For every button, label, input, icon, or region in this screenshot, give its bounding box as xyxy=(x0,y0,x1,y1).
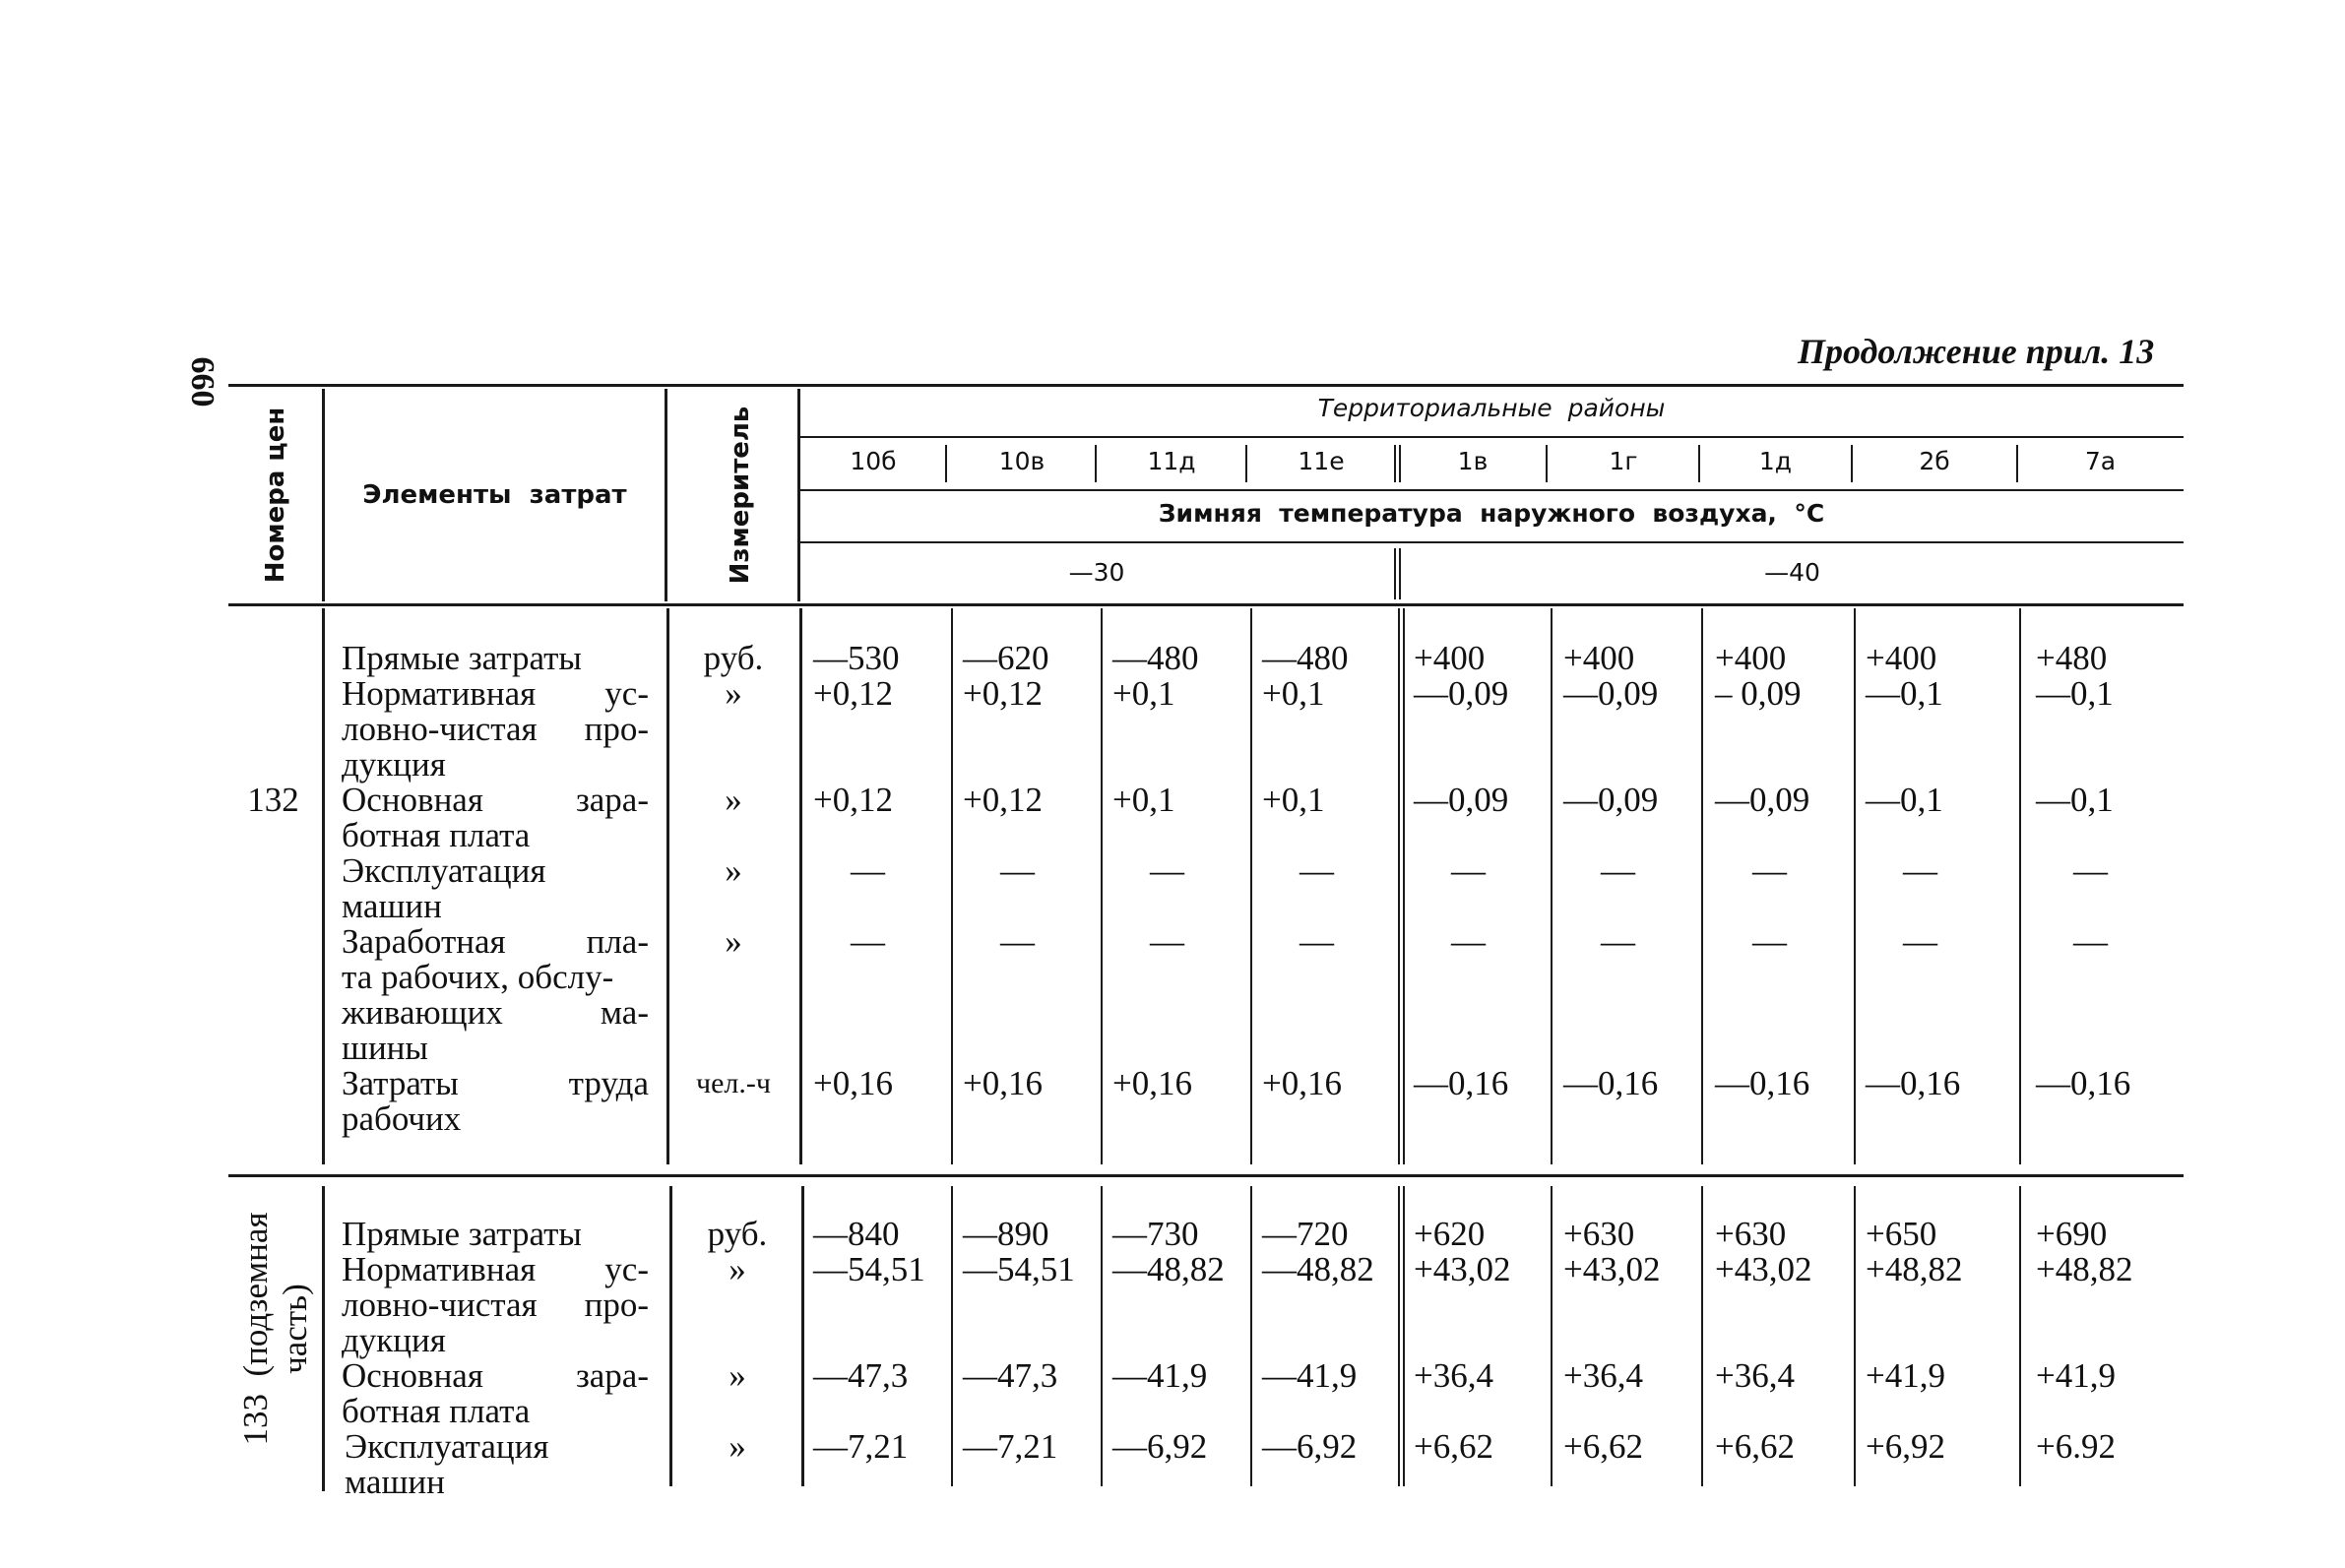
value-cell: —0,16 xyxy=(1563,1064,1659,1102)
price-number-132: 132 xyxy=(247,781,299,819)
vline-col xyxy=(1854,608,1856,1164)
vline-col xyxy=(951,608,953,1164)
element-word: зара- xyxy=(575,781,649,819)
value-cell: —48,82 xyxy=(1262,1250,1374,1288)
element-word: ус- xyxy=(604,674,649,713)
value-cell: +0,1 xyxy=(1112,674,1175,713)
value-cell: —480 xyxy=(1262,639,1349,677)
value-cell: +650 xyxy=(1866,1215,1937,1253)
value-cell: —620 xyxy=(963,639,1049,677)
value-cell: —54,51 xyxy=(963,1250,1075,1288)
page-number: 660 xyxy=(184,356,221,408)
vline-col-double xyxy=(1403,608,1405,1164)
element-line xyxy=(342,1287,649,1323)
value-cell: +620 xyxy=(1414,1215,1486,1253)
element-line xyxy=(342,783,649,818)
unit-cell: » xyxy=(725,781,742,819)
element-line: шины xyxy=(342,1029,428,1067)
value-cell: — xyxy=(1752,922,1787,961)
vline-col-double xyxy=(1403,1186,1405,1486)
vline-col xyxy=(1551,608,1553,1164)
element-line: ботная плата xyxy=(342,816,531,854)
value-cell: — xyxy=(1601,851,1635,890)
element-word: Нормативная xyxy=(342,1250,537,1288)
element-word: Основная xyxy=(342,1356,483,1395)
value-cell: +36,4 xyxy=(1715,1356,1795,1395)
value-cell: +0,1 xyxy=(1112,781,1175,819)
element-word: ма- xyxy=(600,993,649,1032)
element-word: зара- xyxy=(575,1356,649,1395)
value-cell: —0,09 xyxy=(1563,674,1659,713)
element-line xyxy=(342,1066,649,1101)
vline-temp-double xyxy=(1394,548,1396,599)
price-number-133 xyxy=(236,1191,315,1467)
value-cell: — xyxy=(1451,851,1486,890)
value-cell: —0,16 xyxy=(1715,1064,1810,1102)
element-line xyxy=(342,712,649,747)
vline-data-left xyxy=(799,608,802,1164)
value-cell: — xyxy=(1299,922,1334,961)
value-cell: — xyxy=(1903,922,1937,961)
value-cell: +0,16 xyxy=(1112,1064,1192,1102)
value-cell: —0,09 xyxy=(1715,781,1810,819)
value-cell: +630 xyxy=(1563,1215,1635,1253)
header-rule-1 xyxy=(799,436,2184,438)
value-cell: — xyxy=(1451,922,1486,961)
unit-cell: руб. xyxy=(707,1215,768,1253)
unit-cell: » xyxy=(729,1427,746,1466)
value-cell: —47,3 xyxy=(813,1356,909,1395)
price-number-133-line1: 133 (подземная xyxy=(236,1212,275,1446)
value-cell: +43,02 xyxy=(1414,1250,1511,1288)
value-cell: —7,21 xyxy=(813,1427,909,1466)
district-header: 11д xyxy=(1147,447,1196,475)
element-word: живающих xyxy=(342,993,503,1032)
value-cell: —840 xyxy=(813,1215,900,1253)
value-cell: —47,3 xyxy=(963,1356,1058,1395)
value-cell: —0,1 xyxy=(1866,674,1943,713)
value-cell: +6.92 xyxy=(2036,1427,2116,1466)
value-cell: —0,1 xyxy=(2036,781,2114,819)
vline-col xyxy=(2019,1186,2021,1486)
value-cell: +690 xyxy=(2036,1215,2108,1253)
element-word: ловно-чистая xyxy=(342,1286,538,1324)
element-line: машин xyxy=(342,887,442,925)
element-word: Нормативная xyxy=(342,674,537,713)
vline-elements-left xyxy=(322,1186,325,1491)
district-header: 10б xyxy=(850,447,897,475)
value-cell: +400 xyxy=(1414,639,1486,677)
value-cell: +0,12 xyxy=(963,674,1043,713)
value-cell: +41,9 xyxy=(1866,1356,1945,1395)
vline-elements-left xyxy=(322,608,325,1164)
element-word: Затраты xyxy=(342,1064,459,1102)
value-cell: +0,12 xyxy=(813,781,893,819)
header-rule-3 xyxy=(799,541,2184,543)
vline-col xyxy=(1101,1186,1103,1486)
value-cell: +6,92 xyxy=(1866,1427,1945,1466)
value-cell: —0,09 xyxy=(1414,781,1509,819)
unit-cell: » xyxy=(725,922,742,961)
element-line xyxy=(342,676,649,712)
element-line: Эксплуатация xyxy=(345,1427,549,1466)
value-cell: +48,82 xyxy=(1866,1250,1963,1288)
value-cell: —730 xyxy=(1112,1215,1199,1253)
value-cell: +630 xyxy=(1715,1215,1787,1253)
vline-col xyxy=(1701,608,1703,1164)
vline-col xyxy=(2019,608,2021,1164)
element-line xyxy=(342,1252,649,1287)
unit-cell: » xyxy=(729,1356,746,1395)
header-number-column: Номера цен xyxy=(261,407,290,584)
district-header: 1в xyxy=(1457,447,1489,475)
value-cell: +0,1 xyxy=(1262,674,1325,713)
value-cell: —0,1 xyxy=(2036,674,2114,713)
value-cell: — xyxy=(1150,851,1184,890)
district-header: 1д xyxy=(1758,447,1793,475)
price-number-133-line2: часть) xyxy=(276,1284,314,1374)
value-cell: +43,02 xyxy=(1563,1250,1661,1288)
header-temperature: Зимняя температура наружного воздуха, °С xyxy=(1158,499,1825,528)
vline-col xyxy=(1101,608,1103,1164)
temp-group-40: —40 xyxy=(1764,558,1820,587)
element-line: дукция xyxy=(342,1321,446,1359)
value-cell: +0,12 xyxy=(813,674,893,713)
element-word: про- xyxy=(584,710,649,748)
element-word: ус- xyxy=(604,1250,649,1288)
table-top-rule xyxy=(228,384,2184,387)
vline-unit-left xyxy=(669,1186,672,1486)
block-separator-rule xyxy=(228,1174,2184,1177)
temp-group-30: —30 xyxy=(1068,558,1125,587)
value-cell: +400 xyxy=(1563,639,1635,677)
element-line: машин xyxy=(345,1463,445,1501)
vline-col xyxy=(1250,608,1252,1164)
value-cell: —6,92 xyxy=(1262,1427,1358,1466)
unit-cell: чел.-ч xyxy=(696,1067,771,1099)
value-cell: —0,1 xyxy=(1866,781,1943,819)
vline-col-double xyxy=(1398,1186,1400,1486)
value-cell: – 0,09 xyxy=(1715,674,1802,713)
value-cell: — xyxy=(1000,922,1035,961)
unit-cell: » xyxy=(729,1250,746,1288)
value-cell: +48,82 xyxy=(2036,1250,2133,1288)
element-line: Прямые затраты xyxy=(342,639,582,677)
element-line: Прямые затраты xyxy=(342,1215,582,1253)
district-header: 7а xyxy=(2084,447,2117,475)
value-cell: —0,09 xyxy=(1414,674,1509,713)
unit-cell: » xyxy=(725,674,742,713)
district-header: 1г xyxy=(1609,447,1638,475)
value-cell: — xyxy=(1752,851,1787,890)
value-cell: +43,02 xyxy=(1715,1250,1812,1288)
header-bottom-rule xyxy=(228,603,2184,606)
value-cell: +400 xyxy=(1715,639,1787,677)
value-cell: +0,1 xyxy=(1262,781,1325,819)
value-cell: —0,09 xyxy=(1563,781,1659,819)
value-cell: +6,62 xyxy=(1715,1427,1795,1466)
value-cell: — xyxy=(851,851,885,890)
element-line: ботная плата xyxy=(342,1392,531,1430)
element-line: рабочих xyxy=(342,1099,462,1138)
value-cell: — xyxy=(1903,851,1937,890)
element-word: труда xyxy=(568,1064,649,1102)
vline-data-left xyxy=(801,1186,804,1486)
value-cell: +400 xyxy=(1866,639,1937,677)
vline-col xyxy=(1250,1186,1252,1486)
element-word: Основная xyxy=(342,781,483,819)
vline-col xyxy=(1854,1186,1856,1486)
value-cell: —0,16 xyxy=(1866,1064,1961,1102)
element-line xyxy=(342,995,649,1031)
value-cell: —41,9 xyxy=(1112,1356,1208,1395)
value-cell: +41,9 xyxy=(2036,1356,2116,1395)
value-cell: —48,82 xyxy=(1112,1250,1225,1288)
value-cell: —890 xyxy=(963,1215,1049,1253)
value-cell: +6,62 xyxy=(1414,1427,1493,1466)
value-cell: —7,21 xyxy=(963,1427,1058,1466)
value-cell: —0,16 xyxy=(1414,1064,1509,1102)
header-rule-2 xyxy=(799,489,2184,491)
value-cell: +36,4 xyxy=(1563,1356,1643,1395)
value-cell: +6,62 xyxy=(1563,1427,1643,1466)
vline-col xyxy=(951,1186,953,1486)
value-cell: — xyxy=(2073,922,2108,961)
value-cell: —480 xyxy=(1112,639,1199,677)
value-cell: — xyxy=(1601,922,1635,961)
value-cell: +480 xyxy=(2036,639,2108,677)
district-header: 2б xyxy=(1919,447,1950,475)
element-line xyxy=(342,1358,649,1394)
value-cell: +0,16 xyxy=(813,1064,893,1102)
value-cell: —720 xyxy=(1262,1215,1349,1253)
continuation-heading: Продолжение прил. 13 xyxy=(1798,332,2155,371)
vline-col-double xyxy=(1398,608,1400,1164)
vline-col xyxy=(1701,1186,1703,1486)
header-elements-column: Элементы затрат xyxy=(362,480,627,510)
header-territorial: Территориальные районы xyxy=(1317,394,1666,422)
vline-unit-left xyxy=(665,389,667,601)
district-header: 11е xyxy=(1298,447,1345,475)
value-cell: —530 xyxy=(813,639,900,677)
element-word: про- xyxy=(584,1286,649,1324)
element-word: Заработная xyxy=(342,922,506,961)
value-cell: — xyxy=(2073,851,2108,890)
value-cell: —41,9 xyxy=(1262,1356,1358,1395)
element-line: та рабочих, обслу- xyxy=(342,958,614,996)
value-cell: —6,92 xyxy=(1112,1427,1208,1466)
value-cell: +0,16 xyxy=(1262,1064,1342,1102)
value-cell: +36,4 xyxy=(1414,1356,1493,1395)
vline-elements-left xyxy=(322,389,325,601)
header-unit-column: Измеритель xyxy=(726,406,755,585)
value-cell: —54,51 xyxy=(813,1250,925,1288)
unit-cell: руб. xyxy=(703,639,764,677)
element-line: Эксплуатация xyxy=(342,851,546,890)
value-cell: —0,16 xyxy=(2036,1064,2131,1102)
element-word: пла- xyxy=(586,922,649,961)
district-header: 10в xyxy=(998,447,1046,475)
value-cell: — xyxy=(1150,922,1184,961)
value-cell: — xyxy=(851,922,885,961)
element-word: ловно-чистая xyxy=(342,710,538,748)
vline-col xyxy=(1551,1186,1553,1486)
value-cell: — xyxy=(1299,851,1334,890)
value-cell: +0,16 xyxy=(963,1064,1043,1102)
value-cell: +0,12 xyxy=(963,781,1043,819)
value-cell: — xyxy=(1000,851,1035,890)
unit-cell: » xyxy=(725,851,742,890)
element-line xyxy=(342,924,649,960)
element-line: дукция xyxy=(342,745,446,784)
